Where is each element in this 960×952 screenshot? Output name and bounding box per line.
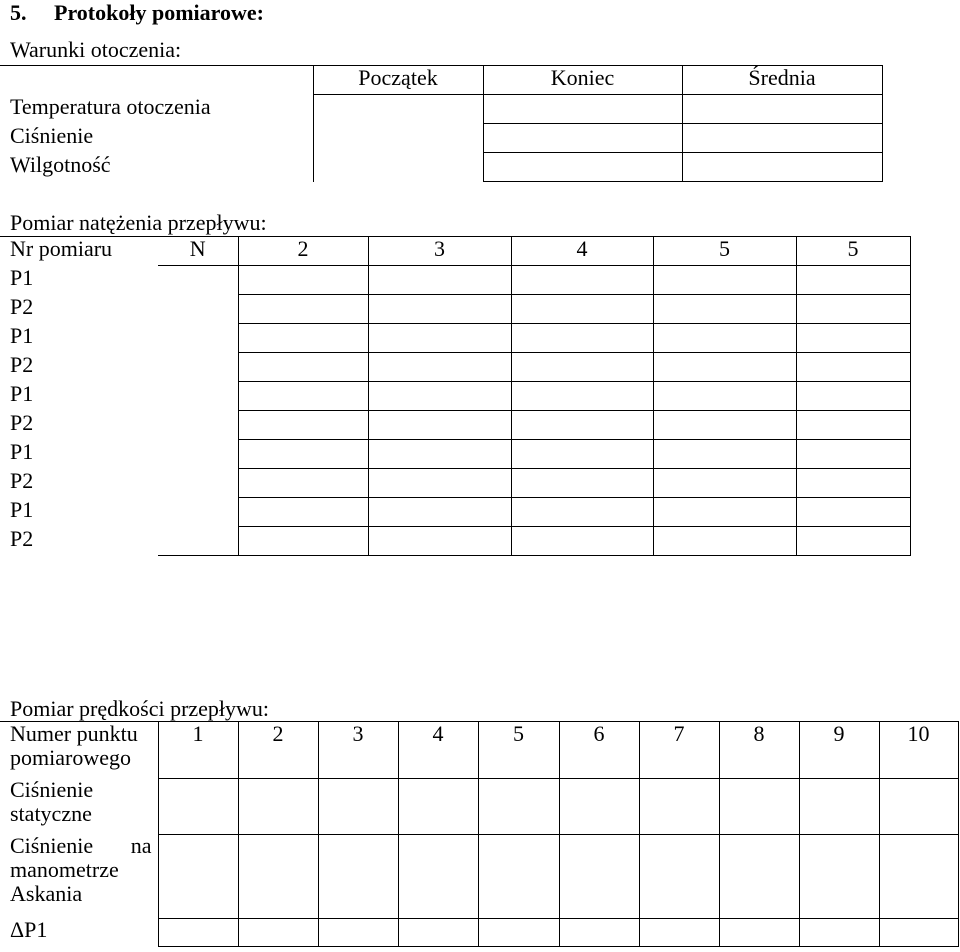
flow-row: [0, 353, 910, 382]
velocity-cell[interactable]: [639, 834, 719, 918]
flow-cell[interactable]: [796, 353, 910, 382]
flow-header-n: N: [158, 237, 238, 266]
ambient-cell[interactable]: [682, 124, 882, 153]
flow-cell[interactable]: [368, 527, 511, 556]
velocity-cell[interactable]: [158, 834, 238, 918]
ambient-row-temperature: [0, 95, 882, 124]
velocity-cell[interactable]: [639, 778, 719, 834]
ambient-row-label: Temperatura otoczenia: [10, 94, 211, 119]
ambient-cell[interactable]: [313, 124, 483, 153]
ambient-col-avg: Średnia: [682, 66, 882, 95]
flow-cell[interactable]: [653, 353, 796, 382]
flow-header-label: Nr pomiaru: [0, 237, 158, 266]
ambient-col-start: Początek: [313, 66, 483, 95]
flow-header-cell: 4: [511, 237, 653, 266]
velocity-cell[interactable]: [238, 778, 318, 834]
velocity-cell[interactable]: [478, 918, 559, 946]
ambient-cell[interactable]: [313, 153, 483, 182]
flow-n-cell: [158, 324, 238, 353]
velocity-point-header: 7: [639, 722, 719, 779]
velocity-cell[interactable]: [799, 778, 879, 834]
velocity-cell[interactable]: [879, 778, 958, 834]
flow-header-cell: 5: [653, 237, 796, 266]
velocity-cell[interactable]: [398, 918, 478, 946]
flow-n-cell: [158, 469, 238, 498]
flow-cell[interactable]: [511, 469, 653, 498]
velocity-cell[interactable]: [559, 834, 639, 918]
flow-cell[interactable]: [511, 382, 653, 411]
ambient-col-end: Koniec: [483, 66, 682, 95]
flow-cell[interactable]: [368, 469, 511, 498]
velocity-row-label-line2: manometrze: [10, 857, 119, 882]
flow-cell[interactable]: [368, 266, 511, 295]
flow-row: [0, 527, 910, 556]
velocity-cell[interactable]: [318, 918, 398, 946]
flow-cell[interactable]: [238, 469, 368, 498]
velocity-point-header: 10: [879, 722, 958, 779]
flow-n-cell: [158, 527, 238, 556]
flow-cell[interactable]: [653, 498, 796, 527]
flow-n-cell: [158, 440, 238, 469]
velocity-row-label-line1: [10, 834, 152, 858]
flow-row: [0, 382, 910, 411]
velocity-cell[interactable]: [478, 778, 559, 834]
ambient-row-pressure: [0, 124, 882, 153]
velocity-cell[interactable]: [238, 834, 318, 918]
flow-cell[interactable]: [796, 295, 910, 324]
velocity-cell[interactable]: [398, 778, 478, 834]
ambient-cell[interactable]: [682, 95, 882, 124]
flow-cell[interactable]: [796, 411, 910, 440]
flow-header-cell: 2: [238, 237, 368, 266]
velocity-row-manometer: [0, 834, 958, 918]
velocity-cell[interactable]: [158, 918, 238, 946]
flow-row-label: P1: [10, 381, 34, 406]
flow-cell[interactable]: [511, 266, 653, 295]
flow-cell[interactable]: [796, 469, 910, 498]
flow-row: [0, 469, 910, 498]
flow-cell[interactable]: [511, 440, 653, 469]
flow-cell[interactable]: [368, 295, 511, 324]
flow-cell[interactable]: [238, 498, 368, 527]
flow-n-cell: [158, 411, 238, 440]
velocity-cell[interactable]: [639, 918, 719, 946]
ambient-cell[interactable]: [483, 153, 682, 182]
flow-cell[interactable]: [653, 527, 796, 556]
velocity-point-header: 4: [398, 722, 478, 779]
flow-row-label: P2: [10, 294, 34, 319]
flow-cell[interactable]: [796, 324, 910, 353]
velocity-cell[interactable]: [318, 778, 398, 834]
flow-n-cell: [158, 266, 238, 295]
velocity-point-header: 8: [719, 722, 799, 779]
ambient-row-label: Wilgotność: [10, 152, 111, 177]
flow-n-cell: [158, 382, 238, 411]
ambient-cell[interactable]: [682, 153, 882, 182]
flow-cell[interactable]: [796, 440, 910, 469]
velocity-cell[interactable]: [719, 834, 799, 918]
section-heading: [10, 0, 264, 26]
flow-cell[interactable]: [653, 382, 796, 411]
flow-cell[interactable]: [368, 324, 511, 353]
flow-n-cell: [158, 498, 238, 527]
flow-row-label: P1: [10, 323, 34, 348]
flow-row: [0, 411, 910, 440]
velocity-row-dp1: [0, 918, 958, 946]
ambient-row-label: Ciśnienie: [10, 123, 94, 148]
flow-table: [0, 236, 911, 556]
velocity-cell[interactable]: [478, 834, 559, 918]
velocity-cell[interactable]: [559, 778, 639, 834]
ambient-header-row: [0, 66, 882, 95]
velocity-point-header: 3: [318, 722, 398, 779]
flow-cell[interactable]: [653, 469, 796, 498]
flow-header-cell: 5: [796, 237, 910, 266]
flow-row: [0, 498, 910, 527]
ambient-table: [0, 65, 883, 182]
flow-cell[interactable]: [796, 382, 910, 411]
flow-cell[interactable]: [653, 411, 796, 440]
flow-cell[interactable]: [511, 498, 653, 527]
velocity-cell[interactable]: [559, 918, 639, 946]
velocity-cell[interactable]: [238, 918, 318, 946]
flow-row-label: P2: [10, 352, 34, 377]
flow-cell[interactable]: [238, 266, 368, 295]
velocity-row-label-line1: Ciśnienie: [10, 778, 94, 802]
velocity-header-label: [0, 722, 158, 779]
velocity-cell[interactable]: [799, 918, 879, 946]
flow-caption: Pomiar natężenia przepływu:: [10, 210, 267, 235]
flow-cell[interactable]: [368, 382, 511, 411]
velocity-row-label: [0, 834, 158, 918]
flow-header-row: [0, 237, 910, 266]
flow-cell[interactable]: [238, 382, 368, 411]
flow-row-label: P1: [10, 497, 34, 522]
flow-cell[interactable]: [653, 440, 796, 469]
flow-cell[interactable]: [238, 527, 368, 556]
flow-cell[interactable]: [511, 324, 653, 353]
velocity-cell[interactable]: [799, 834, 879, 918]
ambient-cell[interactable]: [483, 124, 682, 153]
velocity-caption: Pomiar prędkości przepływu:: [10, 696, 270, 721]
flow-cell[interactable]: [368, 440, 511, 469]
flow-cell[interactable]: [796, 266, 910, 295]
velocity-row-static-pressure: [0, 778, 958, 834]
ambient-cell[interactable]: [313, 95, 483, 124]
flow-row: [0, 295, 910, 324]
flow-row-label: P1: [10, 439, 34, 464]
velocity-row-label-line2: statyczne: [10, 801, 92, 826]
velocity-cell[interactable]: [879, 834, 958, 918]
flow-cell[interactable]: [238, 440, 368, 469]
velocity-header-label-line2: pomiarowego: [10, 745, 131, 770]
ambient-row-humidity: [0, 153, 882, 182]
velocity-cell[interactable]: [719, 918, 799, 946]
flow-row: [0, 324, 910, 353]
flow-cell[interactable]: [653, 266, 796, 295]
flow-cell[interactable]: [653, 295, 796, 324]
velocity-table: [0, 721, 959, 947]
flow-header-cell: 3: [368, 237, 511, 266]
flow-cell[interactable]: [368, 498, 511, 527]
velocity-point-header: 6: [559, 722, 639, 779]
flow-cell[interactable]: [796, 527, 910, 556]
flow-cell[interactable]: [511, 527, 653, 556]
section-title: Protokoły pomiarowe:: [54, 0, 264, 25]
section-number: 5.: [10, 0, 27, 25]
velocity-point-header: 1: [158, 722, 238, 779]
velocity-cell[interactable]: [719, 778, 799, 834]
flow-cell[interactable]: [238, 324, 368, 353]
flow-cell[interactable]: [511, 353, 653, 382]
flow-cell[interactable]: [368, 411, 511, 440]
velocity-row-label-word: Ciśnienie: [10, 834, 94, 858]
flow-cell[interactable]: [511, 411, 653, 440]
velocity-header-row: [0, 722, 958, 779]
flow-cell[interactable]: [238, 411, 368, 440]
velocity-point-header: 2: [238, 722, 318, 779]
flow-cell[interactable]: [368, 353, 511, 382]
flow-row-label: P1: [10, 265, 34, 290]
velocity-row-label-word: na: [130, 834, 152, 858]
velocity-point-header: 9: [799, 722, 879, 779]
flow-n-cell: [158, 353, 238, 382]
ambient-corner: [0, 66, 313, 95]
velocity-row-label-line3: Askania: [10, 881, 83, 906]
flow-cell[interactable]: [238, 353, 368, 382]
flow-cell[interactable]: [653, 324, 796, 353]
flow-cell[interactable]: [511, 295, 653, 324]
velocity-cell[interactable]: [879, 918, 958, 946]
flow-n-cell: [158, 295, 238, 324]
velocity-header-label-line1: Numer punktu: [10, 721, 138, 746]
flow-cell[interactable]: [796, 498, 910, 527]
velocity-row-label: ΔP1: [0, 918, 158, 946]
flow-row: [0, 266, 910, 295]
velocity-cell[interactable]: [318, 834, 398, 918]
velocity-point-header: 5: [478, 722, 559, 779]
flow-row: [0, 440, 910, 469]
flow-row-label: P2: [10, 526, 34, 551]
ambient-caption: Warunki otoczenia:: [10, 37, 182, 62]
velocity-cell[interactable]: [398, 834, 478, 918]
flow-cell[interactable]: [238, 295, 368, 324]
ambient-cell[interactable]: [483, 95, 682, 124]
flow-row-label: P2: [10, 468, 34, 493]
velocity-cell[interactable]: [158, 778, 238, 834]
velocity-row-label: [0, 778, 158, 834]
flow-row-label: P2: [10, 410, 34, 435]
